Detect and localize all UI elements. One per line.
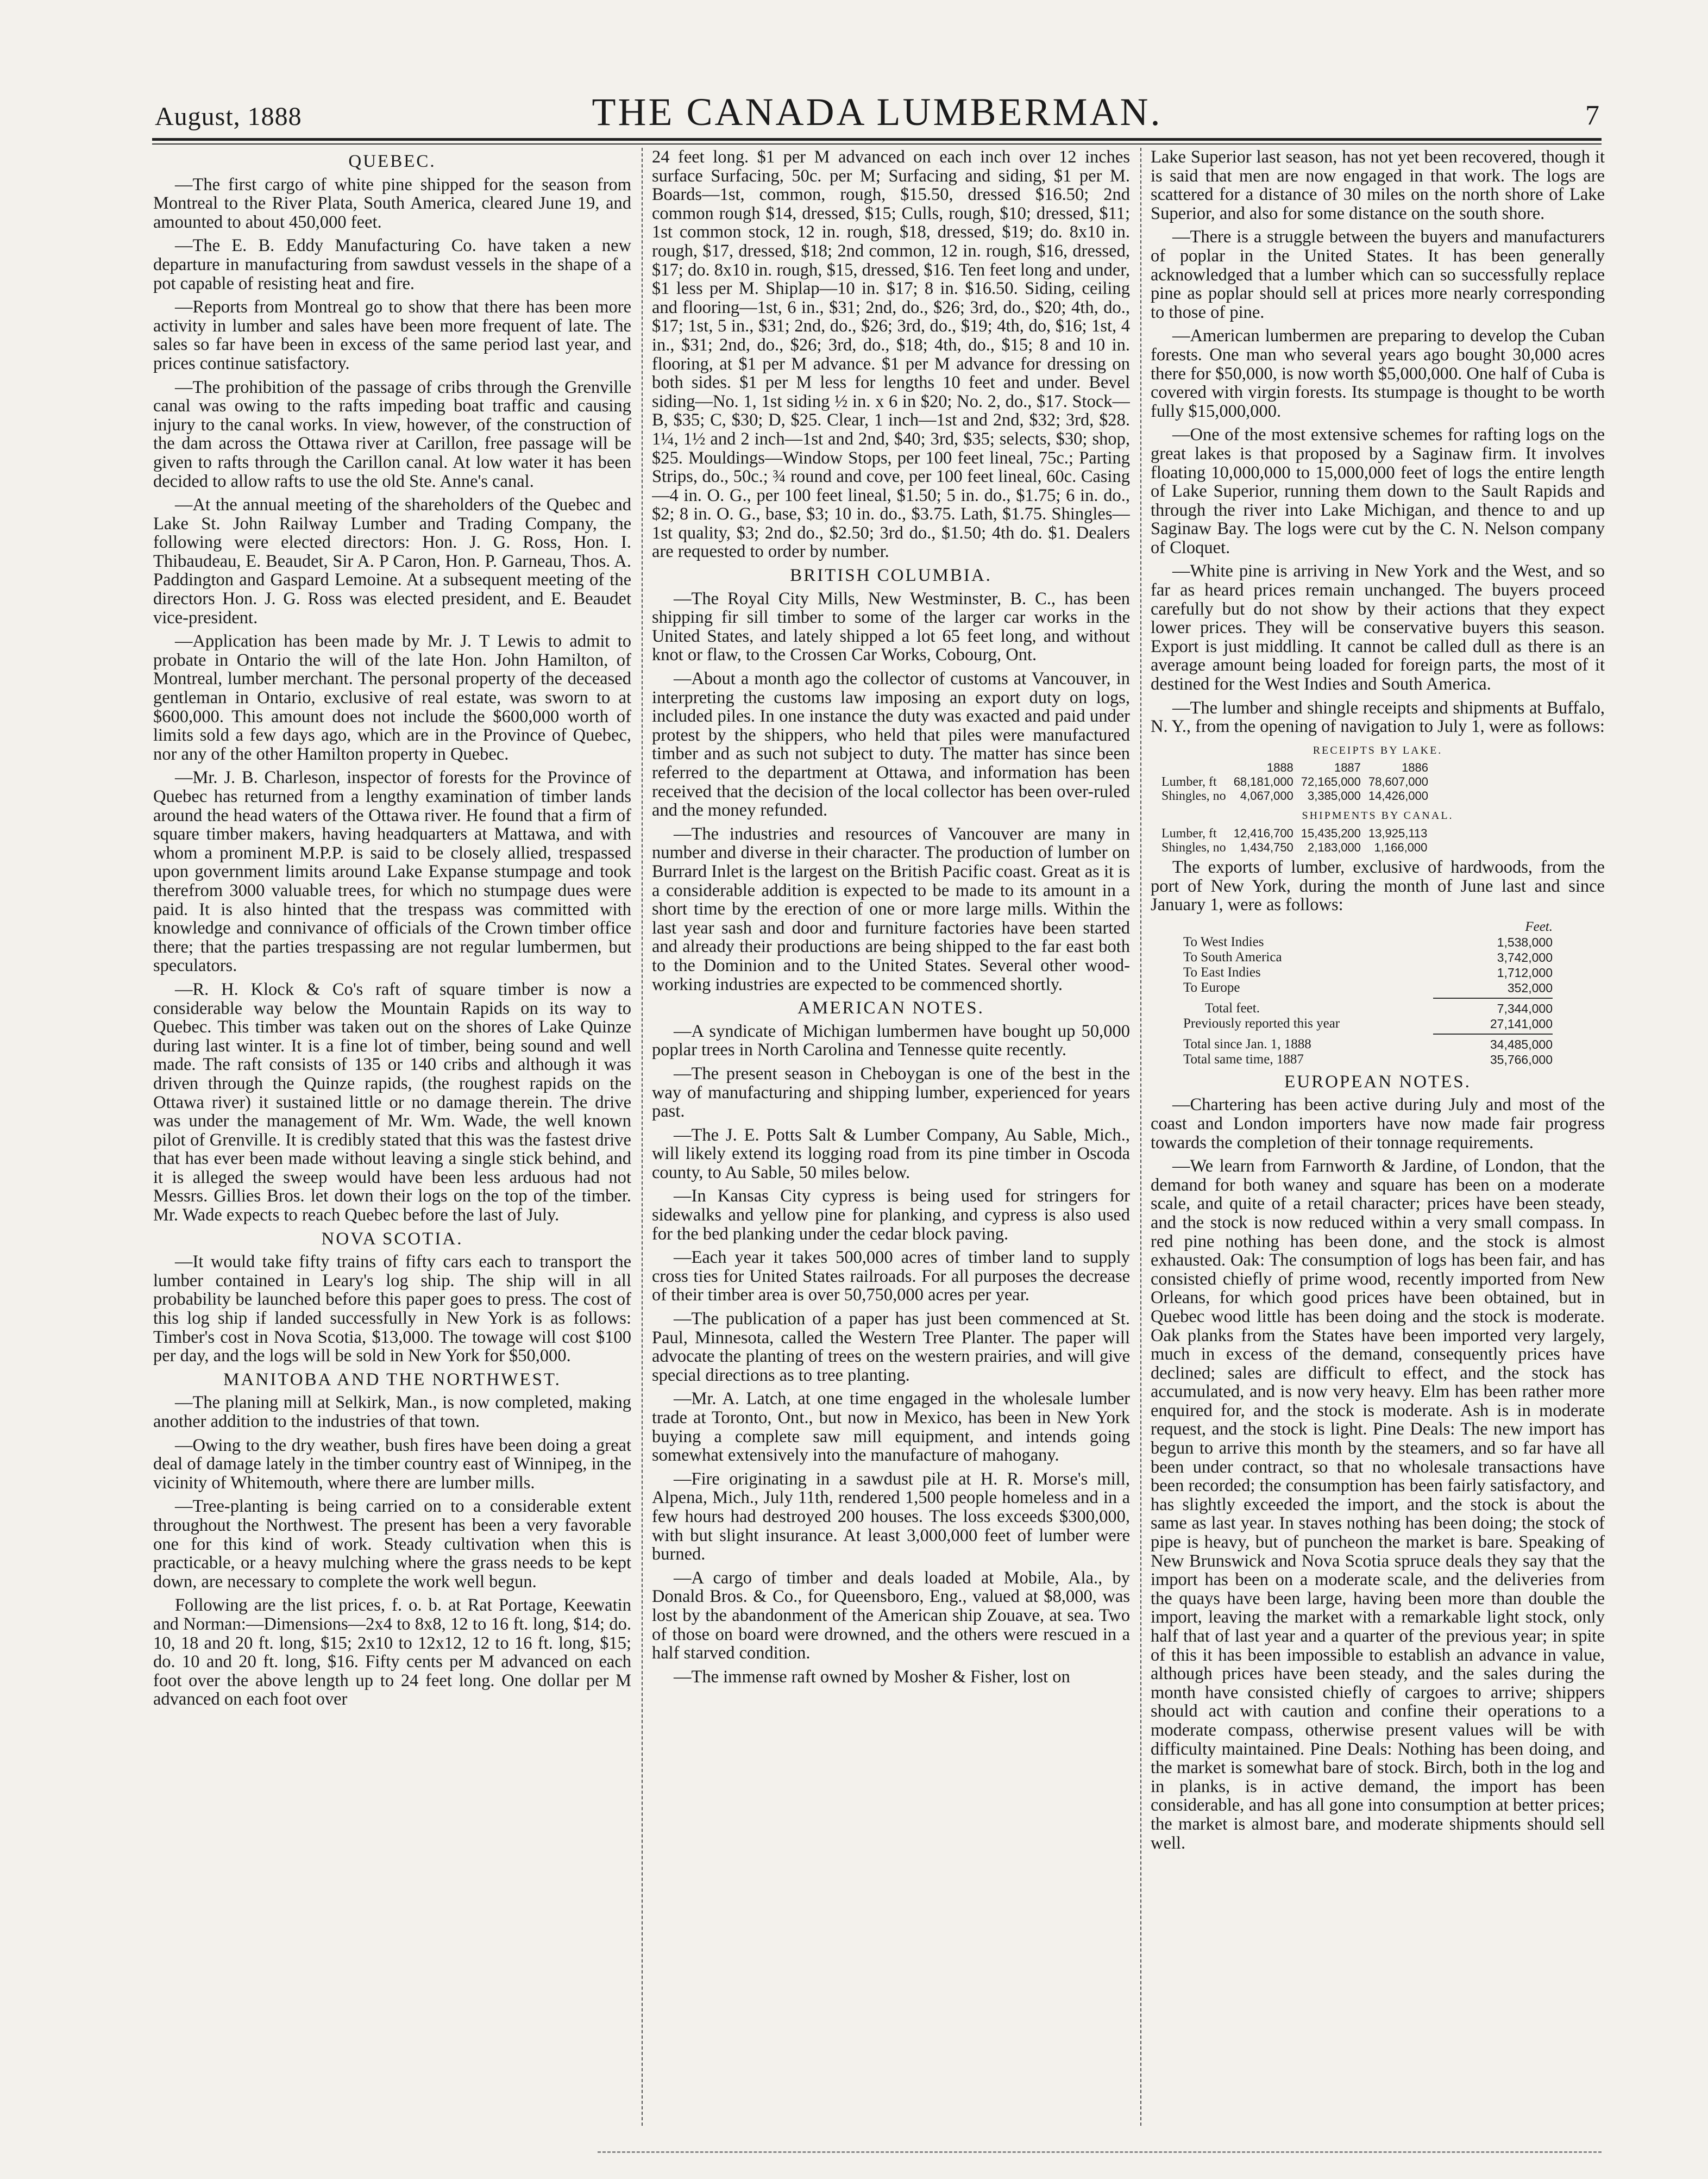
- row-label: Total feet.: [1205, 1000, 1260, 1016]
- page-number: 7: [1585, 100, 1599, 131]
- table-row: [1183, 965, 1553, 980]
- article-paragraph: —The publication of a paper has just been commenced at St. Paul, Minnesota, called the Western Tree Planter. The paper will advocate the planting of trees on the western prairies, and will give special directions as to tree planting.: [652, 1309, 1130, 1385]
- row-label: Shingles, no: [1161, 841, 1226, 855]
- masthead: [155, 91, 1599, 135]
- article-paragraph: —Each year it takes 500,000 acres of timber land to supply cross ties for United States railroads. For all purposes the decrease of their timber area is over 50,750,000 acres per year.: [652, 1248, 1130, 1305]
- article-paragraph: 24 feet long. $1 per M advanced on each inch over 12 inches surface Surfacing, 50c. per M; Surfacing and siding, $1 per M. Boards—1st, common, rough, $15.50, dressed $16.50; 2nd common rough $14, dressed, $15; Culls, rough, $10; dressed, $11; 1st common stock, 12 in. rough, $18, dressed, $19; do. 8x10 in. rough, $17, dressed, $18; 2nd common, 12 in. rough, $16, dressed, $17; do. 8x10 in. rough, $15, dressed, $16. Ten feet long and under, $1 less per M. Shiplap—10 in. $17; 8 in. $16.50. Siding, ceiling and flooring—1st, 6 in., $31; 2nd, do., $26; 3rd, do., $20; 4th, do., $17; 1st, 5 in., $31; 2nd, do., $26; 3rd, do., $19; 4th, do, $16; 1st, 4 in., $31; 2nd, do., $26; 3rd, do., $18; 4th, do., $15; 8 and 10 in. flooring, at $1 per M advance. $1 per M advance for dressing on both sides. $1 per M less for lengths 10 feet and under. Bevel siding—No. 1, 1st siding ½ in. x 6 in $20; No. 2, do., $17. Stock—B, $35; C, $30; D, $25. Clear, 1 inch—1st and 2nd, $32; 3rd, $28. 1¼, 1½ and 2 inch—1st and 2nd, $40; 3rd, $35; selects, $30; shop, $25. Mouldings—Window Stops, per 100 feet lineal, 75c.; Parting Strips, do., 50c.; ¾ round and cove, per 100 feet lineal, 60c. Casing—4 in. O. G., per 100 feet lineal, $1.50; 5 in. do., $1.75; 6 in. do., $2; 8 in. O. G., base, $3; 10 in. do., $3.75. Lath, $1.75. Shingles—1st quality, $3; 2nd do., $2.50; 3rd do., $1.50; 4th do. $1. Dealers are requested to order by number.: [652, 148, 1130, 562]
- masthead-rule-thin: [152, 143, 1602, 145]
- article-paragraph: —The planing mill at Selkirk, Man., is now completed, making another addition to the industries of that town.: [153, 1393, 631, 1431]
- article-paragraph: —In Kansas City cypress is being used for stringers for sidewalks and yellow pine for planking, and cypress is also used for the bed planking under the cedar block paving.: [652, 1186, 1130, 1244]
- table-cell: 7,344,000: [1497, 1001, 1553, 1016]
- article-paragraph: —The lumber and shingle receipts and shipments at Buffalo, N. Y., from the opening of navigation to July 1, were as follows:: [1151, 698, 1605, 737]
- table-row: [1183, 1016, 1553, 1031]
- table-cell: 78,607,000: [1368, 775, 1429, 789]
- article-paragraph: —A cargo of timber and deals loaded at Mobile, Ala., by Donald Bros. & Co., for Queensboro, Eng., valued at $8,000, was lost by the abandonment of the American ship Zouave, at sea. Two of those on board were drowned, and the others were rescued in a half starved condition.: [652, 1568, 1130, 1663]
- table-row: [1183, 935, 1553, 950]
- article-paragraph: —Mr. A. Latch, at one time engaged in the wholesale lumber trade at Toronto, Ont., but now in Mexico, has been in New York buying a complete saw mill equipment, and intends going somewhat extensively into the manufacture of mahogany.: [652, 1389, 1130, 1466]
- article-paragraph: —White pine is arriving in New York and the West, and so far as heard prices remain unchanged. The buyers proceed carefully but do not show by their actions that they expect lower prices. They will be conservative buyers this season. Export is just middling. It cannot be called dull as there is an average amount being loaded for foreign parts, the most of it destined for the West Indies and South America.: [1151, 561, 1605, 694]
- article-paragraph: —The first cargo of white pine shipped for the season from Montreal to the River Plata, South America, cleared June 19, and amounted to about 450,000 feet.: [153, 174, 631, 232]
- sum-rule: [1433, 1034, 1553, 1035]
- table-cell: 3,385,000: [1308, 789, 1361, 803]
- row-label: To East Indies: [1183, 965, 1261, 980]
- row-label: Previously reported this year: [1183, 1016, 1340, 1031]
- shipments-table: [1161, 826, 1435, 855]
- column-1: [153, 148, 631, 2126]
- article-paragraph: —About a month ago the collector of customs at Vancouver, in interpreting the customs law imposing an export duty on logs, included piles. In one instance the duty was exacted and paid under protest by the shippers, who held that piles were manufactured timber and as such not subject to duty. The matter has since been referred to the department at Ottawa, and information has been received that the decision of the local collector has been over-ruled and the money refunded.: [652, 669, 1130, 821]
- unit-label: Feet.: [1525, 919, 1553, 934]
- article-paragraph: —The prohibition of the passage of cribs through the Grenville canal was owing to the rafts impeding boat traffic and causing injury to the canal works. In view, however, of the construction of the dam across the Ottawa river at Carillon, free passage will be given to rafts through the Carillon canal. At low water it has been decided to allow rafts to use the old Ste. Anne's canal.: [153, 377, 631, 491]
- article-paragraph: —American lumbermen are preparing to develop the Cuban forests. One man who several years ago bought 30,000 acres there for $50,000, is now worth $5,000,000. One half of Cuba is covered with virgin forests. Its stumpage is thought to be worth fully $15,000,000.: [1151, 326, 1605, 421]
- table-cell: 15,435,200: [1301, 826, 1361, 840]
- column-divider: [1140, 148, 1141, 2126]
- row-label: To Europe: [1183, 980, 1240, 995]
- article-paragraph: Lake Superior last season, has not yet been recovered, though it is said that men are now engaged in that work. The logs are scattered for a distance of 30 miles on the north shore of Lake Superior, and also for some distance on the south shore.: [1151, 148, 1605, 223]
- table-cell: 14,426,000: [1368, 789, 1429, 803]
- section-heading-british-columbia: BRITISH COLUMBIA.: [790, 566, 992, 586]
- row-label: Total since Jan. 1, 1888: [1183, 1036, 1311, 1051]
- article-paragraph: —It would take fifty trains of fifty cars each to transport the lumber contained in Leary's log ship. The ship will in all probability be launched before this paper goes to press. The cost of this log ship if landed successfully in New York is as follows: Timber's cost in Nova Scotia, $13,000. The towage will cost $100 per day, and the logs will be sold in New York for $50,000.: [153, 1252, 631, 1366]
- section-heading-quebec: QUEBEC.: [348, 152, 436, 171]
- table-row: [1183, 950, 1553, 965]
- buffalo-receipts-table: [1151, 741, 1605, 855]
- table-row: [1183, 1037, 1553, 1052]
- article-paragraph: Following are the list prices, f. o. b. at Rat Portage, Keewatin and Norman:—Dimensions—2x4 to 8x8, 12 to 16 ft. long, $14; do. 10, 18 and 20 ft. long, $15; 2x10 to 12x12, 12 to 16 ft. long, $15; do. 10 and 20 ft. long, $16. Fifty cents per M advanced on each foot over the above length up to 24 feet long. One dollar per M advanced on each foot over: [153, 1595, 631, 1710]
- article-paragraph: —Tree-planting is being carried on to a considerable extent throughout the Northwest. The present has been a very favorable one for this kind of work. Steady cultivation when this is practicable, or a heavy mulching where the grass needs to be kept down, are necessary to complete the work well begun.: [153, 1497, 631, 1592]
- article-paragraph: —At the annual meeting of the shareholders of the Quebec and Lake St. John Railway Lumber and Trading Company, the following were elected directors: Hon. J. G. Ross, Hon. I. Thibaudeau, E. Beaudet, Sir A. P Caron, Hon. P. Garneau, Thos. A. Paddington and Gaspard Lemoine. At a subsequent meeting of the directors Hon. J. G. Ross was elected president, and E. Beaudet vice-president.: [153, 495, 631, 628]
- table-row: [1161, 826, 1435, 841]
- sum-rule: [1433, 998, 1553, 999]
- section-heading-nova-scotia: NOVA SCOTIA.: [321, 1229, 463, 1249]
- table-cell: 1,434,750: [1240, 841, 1293, 854]
- exports-table: [1183, 919, 1553, 1067]
- issue-date: August, 1888: [155, 102, 302, 131]
- table-cell: 68,181,000: [1233, 775, 1293, 789]
- masthead-rule-thick: [152, 138, 1602, 141]
- table-row: [1161, 789, 1436, 803]
- article-paragraph: —There is a struggle between the buyers and manufacturers of poplar in the United States. It has been generally acknowledged that a lumber which can so successfully replace pine as poplar should sell at prices more nearly corresponding to those of pine.: [1151, 227, 1605, 322]
- section-heading-european-notes: EUROPEAN NOTES.: [1284, 1072, 1471, 1092]
- table-cell: 1,712,000: [1497, 965, 1553, 980]
- article-paragraph: —We learn from Farnworth & Jardine, of London, that the demand for both waney and square has been on a moderate scale, and quite of a retail character; prices have been steady, and the stock is now reduced within a very small compass. In red pine nothing has been done, and the stock is almost exhausted. Oak: The consumption of logs has been fair, and has consisted chiefly of prime wood, recently imported from New Orleans, for which good prices have been obtained, but in Quebec wood little has been doing and the stock is moderate. Oak planks from the States have been imported very largely, much in excess of the demand, consequently prices have declined; sales are difficult to effect, and the stock has accumulated, and is now very heavy. Elm has been rather more enquired for, and the stock is moderate. Ash is in moderate request, and the stock is light. Pine Deals: The new import has begun to arrive this month by the steamers, and so far have all been under contract, so that no wholesale transactions have been recorded; the consumption has been fairly satisfactory, and has slightly exceeded the import, and the stock is about the same as last year. In staves nothing has been doing; the stock of pipe is heavy, but of puncheon the market is bare. Speaking of New Brunswick and Nova Scotia spruce deals they say that the import has been on a moderate scale, and the deliveries from the quays have been large, having been more than double the import, leaving the market with a remarkable light stock, only half that of last year and a quarter of the previous year; in spite of this it has been impossible to establish an advance in value, although prices have been steady, and the sales during the month have consisted chiefly of cargoes to arrive; shippers should act with caution and confine their operations to a moderate compass, otherwise present values will be with difficulty maintained. Pine Deals: Nothing has been doing, and the market is somewhat bare of stock. Birch, both in the log and in planks, is in active demand, the import has been considerable, and has all gone into consumption at better prices; the market is almost bare, and moderate shipments should sell well.: [1151, 1156, 1605, 1853]
- table-cell: 4,067,000: [1240, 789, 1293, 803]
- table-cell: 35,766,000: [1490, 1052, 1553, 1067]
- article-paragraph: —Owing to the dry weather, bush fires have been doing a great deal of damage lately in the timber country east of Winnipeg, in the vicinity of Whitemouth, where there are lumber mills.: [153, 1435, 631, 1493]
- column-3: [1151, 148, 1605, 2126]
- article-paragraph: —The Royal City Mills, New Westminster, B. C., has been shipping fir sill timber to some of the larger car works in the United States, and lately shipped a lot 65 feet long, and without knot or flaw, to the Crossen Car Works, Cobourg, Ont.: [652, 588, 1130, 665]
- section-heading-american-notes: AMERICAN NOTES.: [798, 998, 984, 1018]
- table-heading: SHIPMENTS BY CANAL.: [1302, 810, 1454, 822]
- article-paragraph: —Fire originating in a sawdust pile at H. R. Morse's mill, Alpena, Mich., July 11th, rendered 1,500 people homeless and in a few hours had destroyed 200 houses. The loss exceeds $300,000, with but slight insurance. At least 3,000,000 feet of lumber were burned.: [652, 1469, 1130, 1564]
- table-row: [1161, 775, 1436, 789]
- table-cell: 2,183,000: [1308, 841, 1361, 854]
- article-paragraph: The exports of lumber, exclusive of hardwoods, from the port of New York, during the month of June last and since January 1, were as follows:: [1151, 857, 1605, 915]
- bottom-rule: [598, 2151, 1602, 2153]
- table-header-row: [1161, 761, 1436, 775]
- article-paragraph: —The present season in Cheboygan is one of the best in the way of manufacturing and shipping lumber, experienced for years past.: [652, 1063, 1130, 1122]
- article-paragraph: —A syndicate of Michigan lumbermen have bought up 50,000 poplar trees in North Carolina and Tennesse quite recently.: [652, 1021, 1130, 1060]
- row-label: To West Indies: [1183, 934, 1264, 949]
- table-cell: 3,742,000: [1497, 950, 1553, 965]
- table-cell: 1,538,000: [1497, 935, 1553, 949]
- table-row: [1183, 1052, 1553, 1067]
- column-2: [652, 148, 1130, 2126]
- table-cell: 13,925,113: [1368, 826, 1428, 840]
- table-cell: 27,141,000: [1490, 1016, 1553, 1031]
- column-divider: [642, 148, 643, 2126]
- article-paragraph: —R. H. Klock & Co's raft of square timber is now a considerable way below the Mountain Rapids on its way to Quebec. This timber was taken out on the shores of Lake Quinze during last winter. It is a fine lot of timber, being sound and well made. The raft consists of 135 or 140 cribs and although it was driven through the Quinze rapids, (the roughest rapids on the Ottawa river) it sustained little or no damage therein. The drive was under the management of Mr. Wm. Wade, the well known pilot of Grenville. It is credibly stated that this was the fastest drive that has ever been made without leaving a single stick behind, and it is alleged the sweep would have been less arduous had not Messrs. Gillies Bros. let down their logs on the top of the timber. Mr. Wade expects to reach Quebec before the last of July.: [153, 979, 631, 1225]
- article-paragraph: —Chartering has been active during July and most of the coast and London importers have now made fair progress towards the completion of their tonnage requirements.: [1151, 1095, 1605, 1153]
- article-paragraph: —The immense raft owned by Mosher & Fisher, lost on: [674, 1667, 1070, 1687]
- article-paragraph: —Mr. J. B. Charleson, inspector of forests for the Province of Quebec has returned from a lengthy examination of timber lands around the head waters of the Ottawa river. He found that a firm of square timber makers, having headquarters at Mattawa, and with whom a prominent M.P.P. is said to be closely allied, trespassed upon government limits around Lake Expanse stumpage and took therefrom 3000 valuable trees, for which no stumpage dues were paid. It is also hinted that the trespass was committed with knowledge and connivance of officials of the Crown timber office there; that the parties trespassing are not regular lumbermen, but speculators.: [153, 768, 631, 976]
- table-cell: 72,165,000: [1301, 775, 1361, 789]
- article-paragraph: —The industries and resources of Vancouver are many in number and diverse in their character. The production of lumber on Burrard Inlet is the largest on the British Pacific coast. Great as it is a considerable addition is expected to be made to its amount in a short time by the erection of one or more large mills. Within the last year sash and door and furniture factories have been started and already their productions are being shipped to the far east both to the Dominion and to the United States. Several other wood-working industries are expected to be commenced shortly.: [652, 824, 1130, 994]
- table-cell: 12,416,700: [1233, 826, 1293, 840]
- row-label: Lumber, ft: [1161, 826, 1217, 841]
- table-cell: 34,485,000: [1490, 1037, 1553, 1051]
- row-label: Total same time, 1887: [1183, 1051, 1304, 1067]
- receipts-table: [1161, 761, 1436, 803]
- section-heading-manitoba: MANITOBA AND THE NORTHWEST.: [223, 1369, 561, 1389]
- year-header: 1888: [1266, 761, 1293, 775]
- year-header: 1887: [1334, 761, 1361, 775]
- newspaper-title: THE CANADA LUMBERMAN.: [592, 90, 1163, 134]
- article-paragraph: —Application has been made by Mr. J. T Lewis to admit to probate in Ontario the will of the late Hon. John Hamilton, of Montreal, lumber merchant. The personal property of the deceased gentleman in Ontario, exclusive of real estate, was sworn to at $600,000. This amount does not include the $600,000 worth of limits sold a few days ago, which are in the Province of Quebec, nor any of the other Hamilton property in Quebec.: [153, 631, 631, 764]
- row-label: Lumber, ft: [1161, 775, 1217, 790]
- article-paragraph: —The E. B. Eddy Manufacturing Co. have taken a new departure in manufacturing from sawdust vessels in the shape of a pot capable of resisting heat and fire.: [153, 236, 631, 293]
- table-row: [1183, 1001, 1553, 1016]
- article-paragraph: —The J. E. Potts Salt & Lumber Company, Au Sable, Mich., will likely extend its logging road from its pine timber in Oscoda county, to Au Sable, 50 miles below.: [652, 1125, 1130, 1182]
- year-header: 1886: [1402, 761, 1429, 775]
- table-row: [1161, 841, 1435, 855]
- table-cell: 1,166,000: [1374, 841, 1428, 854]
- table-row: [1183, 980, 1553, 995]
- table-heading: RECEIPTS BY LAKE.: [1313, 744, 1443, 756]
- article-paragraph: —Reports from Montreal go to show that there has been more activity in lumber and sales have been more frequent of late. The sales so far have been in excess of the same period last year, and prices continue satisfactory.: [153, 297, 631, 373]
- article-paragraph: —One of the most extensive schemes for rafting logs on the great lakes is that proposed by a Saginaw firm. It involves floating 10,000,000 to 15,000,000 feet of logs the entire length of Lake Superior, running them down to the Sault Rapids and through the river into Lake Michigan, and thence to and up Saginaw Bay. The logs were cut by the C. N. Nelson company of Cloquet.: [1151, 425, 1605, 558]
- row-label: To South America: [1183, 949, 1282, 965]
- row-label: Shingles, no: [1161, 789, 1226, 804]
- table-cell: 352,000: [1507, 980, 1553, 995]
